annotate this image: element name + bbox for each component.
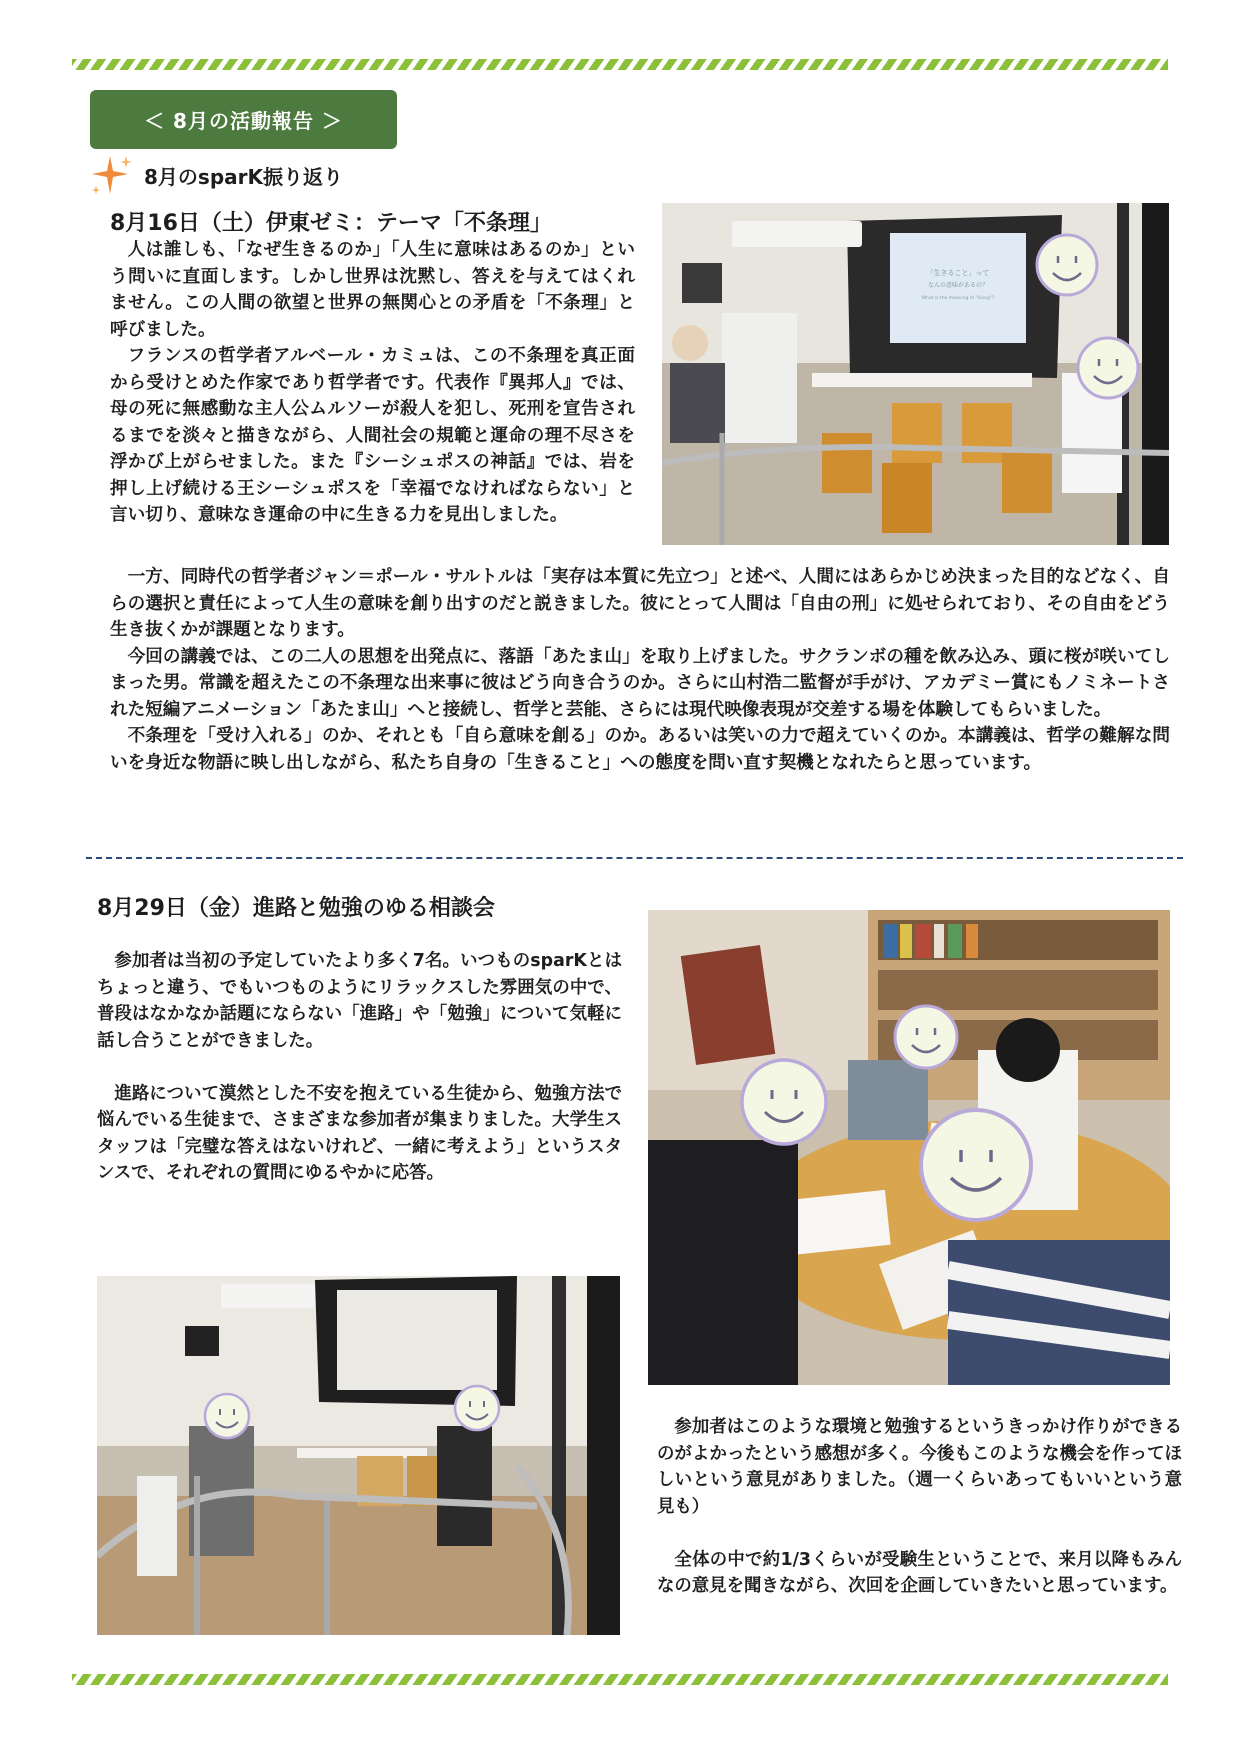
event1-body-text	[110, 564, 1170, 776]
slide-text: What is the meaning of "living"?	[921, 296, 995, 301]
event1-heading: 8月16日（土）伊東ゼミ：テーマ「不条理」	[110, 211, 552, 236]
smiley-face-icon	[895, 1006, 957, 1068]
smiley-face-icon	[742, 1060, 826, 1144]
event1-intro-paragraph: 人は誰しも、「なぜ生きるのか」「人生に意味はあるのか」という問いに直面します。しかし世界は沈黙し、答えを与えてはくれません。この人間の欲望と世界の無関心との矛盾を「不条理」と呼びました。	[110, 240, 635, 340]
event2-heading: 8月29日（金）進路と勉強のゆる相談会	[97, 896, 495, 921]
event2-left-text	[97, 948, 622, 1187]
event2-right-paragraph: 参加者はこのような環境と勉強するというきっかけ作りができるのがよかったという感想が多く。今後もこのような機会を作ってほしいという意見がありました。（週一くらいあってもいいという意見も）	[657, 1417, 1182, 1517]
section-divider	[86, 857, 1183, 859]
smiley-face-icon	[921, 1110, 1031, 1220]
seminar-photo	[662, 203, 1169, 545]
event2-left-paragraph: 参加者は当初の予定していたより多く7名。いつものsparKとはちょっと違う、でもいつものようにリラックスした雰囲気の中で、普段はなかなか話題にならない「進路」や「勉強」について気軽に話し合うことができました。	[97, 951, 622, 1051]
monthly-report-badge-label: ＜ 8月の活動報告 ＞	[144, 109, 343, 133]
event1-intro-text	[110, 237, 635, 529]
study-room-photo	[97, 1276, 620, 1635]
bottom-stripe-divider	[72, 1674, 1168, 1685]
smiley-face-icon	[1078, 338, 1138, 398]
smiley-face-icon	[205, 1394, 249, 1438]
smiley-face-icon	[455, 1386, 499, 1430]
event2-left-paragraph: 進路について漠然とした不安を抱えている生徒から、勉強方法で悩んでいる生徒まで、さまざまな参加者が集まりました。大学生スタッフは「完璧な答えはないけれど、一緒に考えよう」というスタンスで、それぞれの質問にゆるやかに応答。	[97, 1083, 622, 1183]
sparkle-icon	[88, 152, 136, 200]
slide-text: 「生きること」って	[926, 269, 990, 277]
event2-right-text	[657, 1414, 1182, 1600]
consultation-photo	[648, 910, 1170, 1385]
event1-body-paragraph: 不条理を「受け入れる」のか、それとも「自ら意味を創る」のか。あるいは笑いの力で超えていくのか。本講義は、哲学の難解な問いを身近な物語に映し出しながら、私たち自身の「生きること」への態度を問い直す契機となれたらと思っています。	[110, 726, 1170, 773]
top-stripe-divider	[72, 59, 1168, 70]
recap-title: 8月のsparK振り返り	[144, 165, 343, 189]
slide-text: なんの意味があるの？	[927, 282, 989, 289]
event2-right-paragraph: 全体の中で約1/3くらいが受験生ということで、来月以降もみんなの意見を聞きながら、次回を企画していきたいと思っています。	[657, 1549, 1182, 1596]
event1-intro-paragraph: フランスの哲学者アルベール・カミュは、この不条理を真正面から受けとめた作家であり哲学者です。代表作『異邦人』では、母の死に無感動な主人公ムルソーが殺人を犯し、死刑を宣告されるまでを淡々と描きながら、人間社会の規範と運命の理不尽さを浮かび上がらせました。また『シーシュポスの神話』では、岩を押し上げ続ける王シーシュポスを「幸福でなければならない」と言い切り、意味なき運命の中に生きる力を見出しました。	[110, 346, 635, 525]
monthly-report-badge	[90, 90, 397, 149]
event1-body-paragraph: 一方、同時代の哲学者ジャン＝ポール・サルトルは「実存は本質に先立つ」と述べ、人間にはあらかじめ決まった目的などなく、自らの選択と責任によって人生の意味を創り出すのだと説きました。彼にとって人間は「自由の刑」に処せられており、その自由をどう生き抜くかが課題となります。	[110, 567, 1170, 640]
smiley-face-icon	[1037, 235, 1097, 295]
event1-body-paragraph: 今回の講義では、この二人の思想を出発点に、落語「あたま山」を取り上げました。サクランボの種を飲み込み、頭に桜が咲いてしまった男。常識を超えたこの不条理な出来事に彼はどう向き合うのか。さらに山村浩二監督が手がけ、アカデミー賞にもノミネートされた短編アニメーション「あたま山」へと接続し、哲学と芸能、さらには現代映像表現が交差する場を体験してもらいました。	[110, 646, 1170, 720]
